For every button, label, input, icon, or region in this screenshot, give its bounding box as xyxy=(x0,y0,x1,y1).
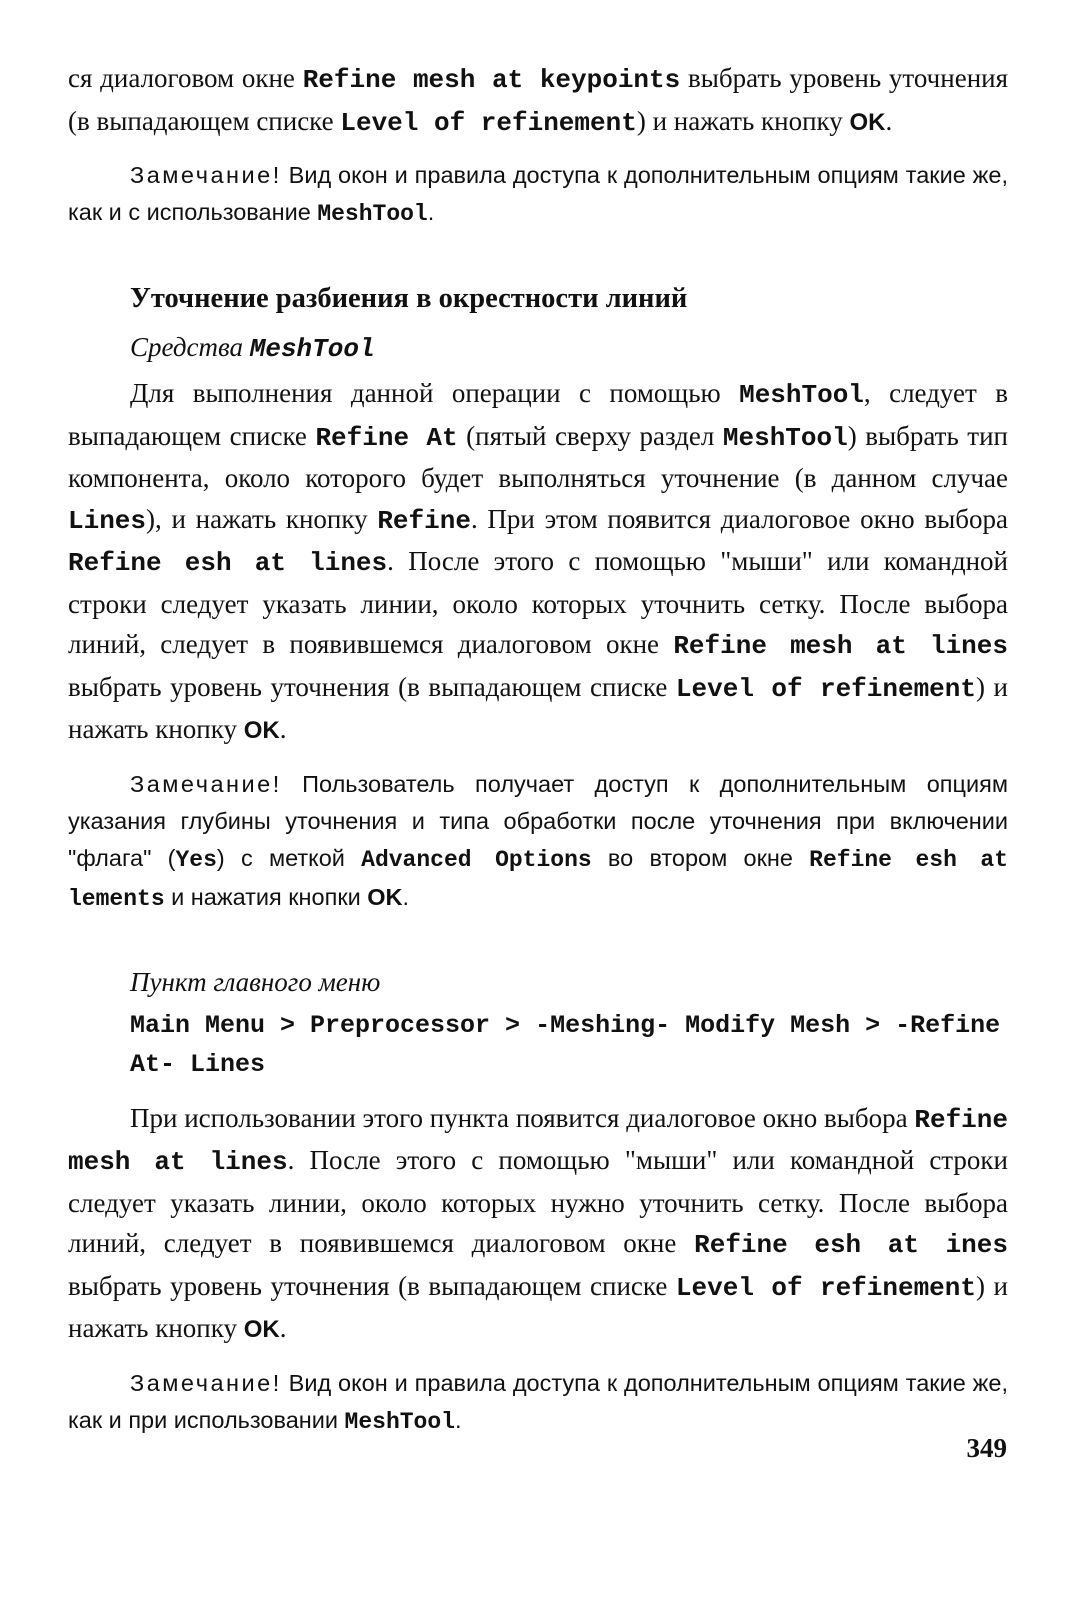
paragraph-main-menu xyxy=(68,1098,1008,1351)
page-number: 349 xyxy=(966,1433,1007,1463)
text: . xyxy=(885,105,893,136)
text: , следует в выпадающем списке xyxy=(68,378,1008,451)
text: ) и нажать кнопку xyxy=(636,105,850,136)
section-heading: Уточнение разбиения в окрестности линий xyxy=(130,283,688,314)
code-term: MeshTool xyxy=(739,380,864,410)
text: . После этого с помощью "мыши" или командной строки следует указать линии, около которых нужно уточнить сетку. После выбора линий, следует в появившемся диалоговом окне xyxy=(68,1145,1008,1258)
code-term: Refine mesh at keypoints xyxy=(302,65,681,95)
code-term: MeshTool xyxy=(722,422,848,453)
note-1 xyxy=(68,157,1008,233)
text: Средства xyxy=(130,332,250,362)
text: . После этого с помощью "мыши" или командной строки следует указать линии, около которых уточнить сетку. После выбора линий, следует в появившемся диалоговом окне xyxy=(68,546,1008,659)
code-term: Refine esh at lines xyxy=(68,548,388,578)
note-label: Замечание! xyxy=(130,162,282,188)
text: Вид окон и правила доступа к дополнительным опциям такие же, как и при использовании xyxy=(68,1369,1008,1433)
code-term: Refine esh at lements xyxy=(68,846,1008,912)
ok-label: OK xyxy=(367,883,403,910)
text: ), и нажать кнопку xyxy=(146,503,378,534)
page-content xyxy=(68,58,1008,1441)
menu-path: Main Menu > Preprocessor > -Meshing- Modify Mesh > -Refine At- Lines xyxy=(130,1010,1001,1079)
code-term: Refine xyxy=(377,505,471,536)
text: . xyxy=(454,1406,462,1433)
subheading-meshtool xyxy=(130,327,1008,369)
text: ) и нажать кнопку xyxy=(68,1270,1009,1343)
code-term: MeshTool xyxy=(317,201,428,227)
ok-label: OK xyxy=(243,717,280,744)
text: выбрать уровень уточнения (в выпадающем списке xyxy=(68,1270,676,1301)
ok-label: OK xyxy=(849,108,886,136)
text: ) и нажать кнопку xyxy=(68,671,1009,744)
text: выбрать уровень уточнения (в выпадающем списке xyxy=(68,671,676,702)
text: . При этом появится диалоговое окно выбора xyxy=(470,503,1008,534)
text: . xyxy=(279,1313,287,1343)
text: . xyxy=(402,883,410,910)
text: Вид окон и правила доступа к дополнительным опциям такие же, как и с использование xyxy=(68,162,1008,225)
text: Для выполнения данной операции с помощью xyxy=(130,378,740,408)
code-term: MeshTool xyxy=(344,1408,455,1435)
code-term: Lines xyxy=(68,505,147,536)
code-term: Yes xyxy=(175,846,217,873)
code-term: Level of refinement xyxy=(675,1272,976,1303)
note-label: Замечание! xyxy=(130,1369,282,1396)
note-2 xyxy=(68,766,1008,918)
text: ) с меткой xyxy=(216,844,362,871)
text: . xyxy=(279,714,287,744)
note-label: Замечание! xyxy=(130,770,282,797)
code-term: Refine mesh at lines xyxy=(673,631,1008,661)
subheading-main-menu: Пункт главного меню xyxy=(130,966,381,997)
note-3 xyxy=(68,1365,1008,1441)
text: и нажатия кнопки xyxy=(164,883,368,910)
code-term: Level of refinement xyxy=(675,673,976,704)
code-term: Refine mesh at lines xyxy=(68,1104,1008,1177)
code-term: Advanced Options xyxy=(361,846,592,873)
text: выбрать уровень уточнения (в выпадающем списке xyxy=(68,63,1009,136)
text: ) выбрать тип компонента, около которого будет выполняться уточнение (в данном случае xyxy=(68,420,1008,493)
code-term: Level of refinement xyxy=(340,107,637,138)
text: ся диалоговом окне xyxy=(68,63,303,93)
code-term: Refine At xyxy=(315,422,458,453)
paragraph-meshtool-lines xyxy=(68,373,1008,752)
code-term: Refine esh at ines xyxy=(694,1230,1008,1260)
paragraph-keypoints-continued xyxy=(68,58,1008,143)
text: (пятый сверху раздел xyxy=(457,420,723,451)
text: . xyxy=(427,199,435,225)
code-term: MeshTool xyxy=(249,334,375,364)
text: во втором окне xyxy=(591,844,810,871)
text: Пользователь получает доступ к дополнительным опциям указания глубины уточнения и типа обработки после уточнения при включении "флага" ( xyxy=(68,770,1008,871)
ok-label: OK xyxy=(243,1316,280,1343)
text: При использовании этого пункта появится диалоговое окно выбора xyxy=(130,1102,915,1133)
